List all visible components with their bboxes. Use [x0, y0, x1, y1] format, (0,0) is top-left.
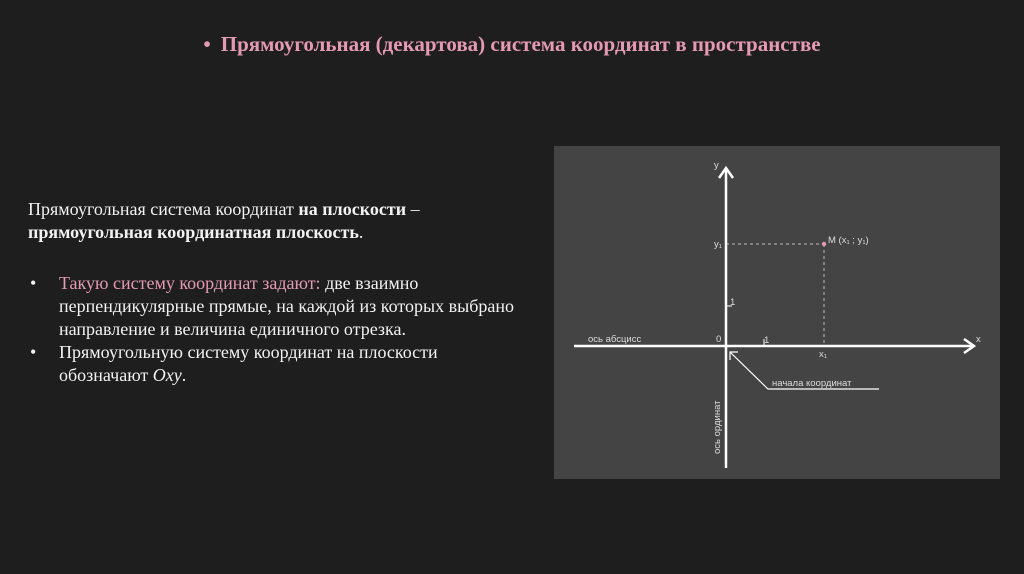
intro-paragraph — [28, 198, 528, 244]
y1-label: y₁ — [714, 239, 722, 250]
bullet-text: Прямоугольную систему координат на плоскости обозначают — [59, 342, 438, 385]
unit-x-label: 1 — [764, 335, 770, 346]
ordinate-label: ось ординат — [712, 400, 723, 454]
title-text: Прямоугольная (декартова) система координат в пространстве — [220, 32, 821, 56]
list-item — [28, 341, 528, 387]
point-m — [822, 242, 826, 246]
origin-label: 0 — [716, 334, 722, 345]
y-axis-letter: y — [714, 160, 719, 171]
x1-label: x₁ — [819, 349, 827, 360]
intro-text-1: Прямоугольная система координат — [28, 199, 299, 219]
coordinate-plane-svg — [554, 146, 1000, 479]
list-item — [28, 272, 528, 341]
origin-callout-label: начала координат — [772, 378, 852, 389]
slide-body — [28, 198, 528, 387]
unit-y-label: 1 — [730, 297, 736, 308]
slide-title — [0, 32, 1024, 57]
math-notation: Oxy — [152, 365, 182, 385]
x-axis-letter: x — [976, 334, 981, 345]
abscissa-label: ось абсцисс — [588, 334, 642, 345]
bullet-text: две взаимно перпендикулярные прямые, на каждой из которых выбрано направление и величина единичного отрезка. — [59, 273, 514, 339]
coordinate-plane-figure — [554, 146, 1000, 479]
intro-text-2: – — [406, 199, 420, 219]
intro-end: . — [358, 222, 364, 242]
bullet-list — [28, 272, 528, 387]
point-m-label: M (x₁ ; y₁) — [828, 235, 869, 246]
bullet-end: . — [181, 365, 187, 385]
bullet-accent-text: Такую систему координат задают: — [59, 273, 321, 293]
intro-bold-1: на плоскости — [298, 199, 407, 219]
title-bullet: • — [203, 32, 211, 56]
intro-bold-2: прямоугольная координатная плоскость — [28, 222, 359, 242]
bullet-dot: • — [30, 273, 37, 293]
bullet-dot: • — [30, 342, 37, 362]
